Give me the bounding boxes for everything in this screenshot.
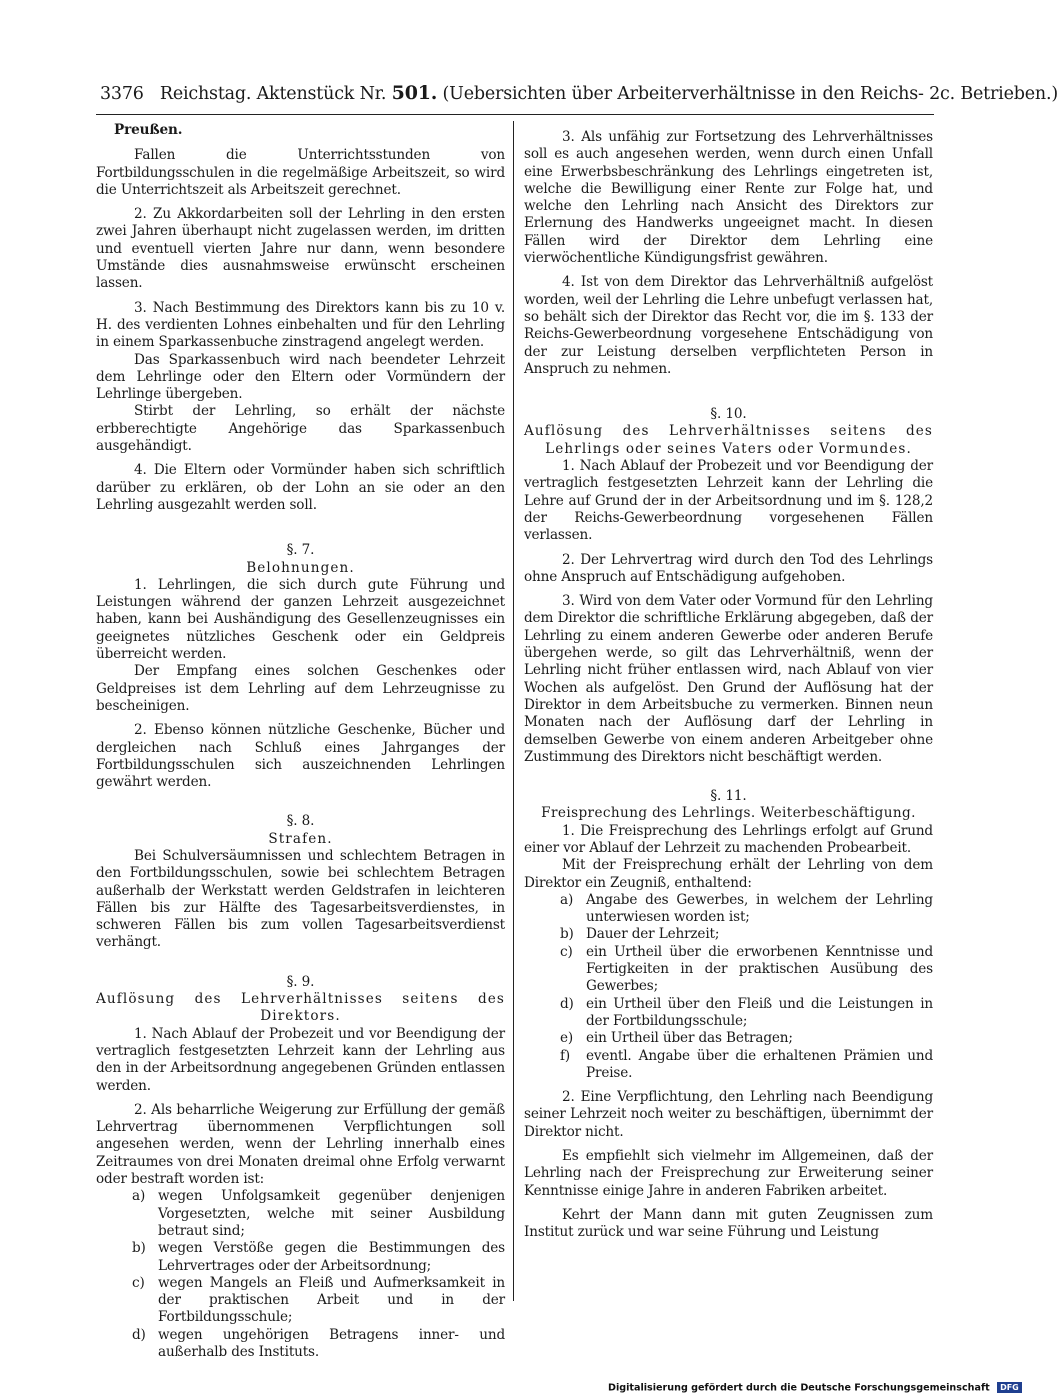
list-item <box>524 892 933 927</box>
left-column <box>96 122 505 1361</box>
paragraph: 4. Die Eltern oder Vormünder haben sich schriftlich darüber zu erklären, ob der Lohn an sie oder an den Lehrling ausgezahlt werden soll. <box>96 462 505 513</box>
paragraph: 2. Der Lehrvertrag wird durch den Tod des Lehrlings ohne Anspruch auf Entschädigung aufgehoben. <box>524 551 933 585</box>
list-item <box>524 926 933 943</box>
paragraph: Das Sparkassenbuch wird nach beendeter Lehrzeit dem Lehrlinge oder den Eltern oder Vormündern der Lehrlinge übergeben. <box>96 351 505 403</box>
item-list <box>96 1188 505 1361</box>
header-title-prefix: Reichstag. Aktenstück Nr. <box>159 84 387 104</box>
paragraph: 2. Als beharrliche Weigerung zur Erfüllung der gemäß Lehrvertrag übernommenen Verpflichtungen soll angesehen werden, wenn der Lehrling innerhalb eines Zeitraumes von drei Monaten dreimal ohne Erfolg verwarnt oder bestraft worden ist: <box>96 1101 505 1188</box>
list-item-text: ein Urtheil über den Fleiß und die Leistungen in der Fortbildungsschule; <box>586 995 933 1029</box>
list-marker: c) <box>132 1274 145 1291</box>
section-heading: Strafen. <box>268 830 333 847</box>
paragraph: Fallen die Unterrichtsstunden von Fortbildungsschulen in die regelmäßige Arbeitszeit, so wird die Unterrichtszeit als Arbeitszeit gerechnet. <box>96 147 505 198</box>
paragraph: Bei Schulversäumnissen und schlechtem Betragen in den Fortbildungsschulen, sowie bei schlechtem Betragen außerhalb der Werkstatt werden Geldstrafen in leichteren Fällen bis zur Hälfte des Tagesarbeitsverdienstes, in schweren Fällen bis zum vollen Tagesarbeitsverdienst verhängt. <box>96 847 505 951</box>
list-item-text: ein Urtheil über das Betragen; <box>586 1030 793 1047</box>
list-item <box>524 1048 933 1083</box>
list-marker: c) <box>560 943 573 960</box>
section-heading: Auflösung des Lehrverhältnisses seitens des Lehrlings oder seines Vaters oder Vormundes. <box>524 423 933 457</box>
list-marker: f) <box>560 1047 571 1064</box>
paragraph: Mit der Freisprechung erhält der Lehrling von dem Direktor ein Zeugniß, enthaltend: <box>524 857 933 891</box>
digitization-footer <box>608 1382 1019 1394</box>
paragraph: 2. Ebenso können nützliche Geschenke, Bücher und dergleichen nach Schluß eines Jahrganges der Fortbildungsschulen sich auszeichnenden Lehrlingen gewährt werden. <box>96 722 505 791</box>
paragraph: 3. Nach Bestimmung des Direktors kann bis zu 10 v. H. des verdienten Lohnes einbehalten und für den Lehrling in einem Sparkassenbuche zinstragend angelegt werden. <box>96 299 505 351</box>
list-item-text: wegen Verstöße gegen die Bestimmungen des Lehrvertrages oder der Arbeitsordnung; <box>158 1240 505 1274</box>
list-item-text: ein Urtheil über die erworbenen Kenntnisse und Fertigkeiten in der praktischen Ausübung des Gewerbes; <box>586 943 933 995</box>
footer-credit: Digitalisierung gefördert durch die Deutsche Forschungsgemeinschaft <box>608 1382 990 1394</box>
section-number: §. 9. <box>286 973 315 990</box>
list-item-text: Dauer der Lehrzeit; <box>586 926 720 943</box>
section-heading: Auflösung des Lehrverhältnisses seitens des Direktors. <box>96 991 505 1025</box>
paragraph: Stirbt der Lehrling, so erhält der nächste erbberechtigte Angehörige das Sparkassenbuch ausgehändigt. <box>96 403 505 455</box>
list-item-text: wegen Mangels an Fleiß und Aufmerksamkeit in der praktischen Arbeit und in der Fortbildungsschule; <box>158 1274 505 1326</box>
list-item <box>96 1275 505 1327</box>
section-number: §. 11. <box>710 788 747 805</box>
state-heading: Preußen. <box>114 122 183 138</box>
paragraph: 3. Wird von dem Vater oder Vormund für den Lehrling dem Direktor die schriftliche Erklärung abgegeben, daß der Lehrling zu einem anderen Gewerbe oder anderen Berufe übergehen werde, so gilt das Lehrverhältniß, wenn der Lehrling nicht früher entlassen wird, nach Ablauf von vier Wochen als aufgelöst. Den Grund der Auflösung hat der Direktor in dem Arbeitsbuche zu vermerken. Binnen neun Monaten nach der Auflösung darf der Lehrling in demselben Gewerbe von einem anderen Arbeitgeber ohne Zustimmung des Direktors nicht beschäftigt werden. <box>524 593 933 765</box>
paragraph: Der Empfang eines solchen Geschenkes oder Geldpreises ist dem Lehrling auf dem Lehrzeugnisse zu bescheinigen. <box>96 663 505 714</box>
list-item-text: wegen Unfolgsamkeit gegenüber denjenigen Vorgesetzten, welche mit seiner Ausbildung betraut sind; <box>158 1188 505 1239</box>
page-header <box>100 82 1058 105</box>
list-marker: a) <box>560 891 574 908</box>
paragraph: 1. Die Freisprechung des Lehrlings erfolgt auf Grund einer vor Ablauf der Lehrzeit zu machenden Probearbeit. <box>524 822 933 856</box>
section-heading: Belohnungen. <box>246 559 355 576</box>
list-item-text: wegen ungehörigen Betragens inner- und außerhalb des Instituts. <box>158 1326 505 1360</box>
paragraph: 2. Zu Akkordarbeiten soll der Lehrling in den ersten zwei Jahren überhaupt nicht zugelassen werden, im dritten und eventuell vierten Jahre nur dann, wenn besondere Umstände dies ausnahmsweise erwünscht erscheinen lassen. <box>96 206 505 292</box>
list-item <box>96 1327 505 1362</box>
list-item-text: Angabe des Gewerbes, in welchem der Lehrling unterwiesen worden ist; <box>586 891 933 926</box>
list-item <box>524 996 933 1031</box>
list-marker: a) <box>132 1188 146 1205</box>
paragraph: 1. Nach Ablauf der Probezeit und vor Beendigung der vertraglich festgesetzten Lehrzeit kann der Lehrling die Lehre auf Grund der in der Arbeitsordnung und im §. 128,2 der Reichs-Gewerbeordnung vorgesehenen Fällen verlassen. <box>524 458 933 544</box>
header-title-suffix: (Uebersichten über Arbeiterverhältnisse in den Reichs- 2c. Betrieben.) <box>442 84 1058 104</box>
item-list <box>524 892 933 1082</box>
list-item <box>96 1188 505 1240</box>
list-marker: b) <box>560 926 574 943</box>
list-item-text: eventl. Angabe über die erhaltenen Prämien und Preise. <box>586 1047 933 1081</box>
list-marker: e) <box>560 1030 574 1047</box>
list-item <box>96 1240 505 1275</box>
header-rule <box>96 114 934 115</box>
list-marker: d) <box>560 995 574 1012</box>
paragraph: 1. Lehrlingen, die sich durch gute Führung und Leistungen während der ganzen Lehrzeit ausgezeichnet haben, kann bei Aushändigung des Gesellenzeugnisses ein geeignetes nützliches Geschenk oder ein Geldpreis überreicht werden. <box>96 576 505 663</box>
list-item <box>524 1030 933 1047</box>
right-column <box>524 122 933 1242</box>
paragraph: 1. Nach Ablauf der Probezeit und vor Beendigung der vertraglich festgesetzten Lehrzeit kann der Lehrling aus den in der Arbeitsordnung angegebenen Gründen entlassen werden. <box>96 1025 505 1094</box>
section-number: §. 7. <box>286 542 315 559</box>
dfg-logo: DFG <box>997 1382 1022 1393</box>
paragraph: Kehrt der Mann dann mit guten Zeugnissen zum Institut zurück und war seine Führung und Leistung <box>524 1206 933 1241</box>
section-heading: Freisprechung des Lehrlings. Weiterbeschäftigung. <box>541 805 916 822</box>
paragraph: 3. Als unfähig zur Fortsetzung des Lehrverhältnisses soll es auch angesehen werden, wenn durch einen Unfall eine Erwerbsbeschränkung des Lehrlings eingetreten ist, welche die Bewilligung einer Rente zur Folge hat, und welche den Lehrling nach Ansicht des Direktors zur Erlernung des Handwerks ungeeignet macht. In diesen Fällen wird der Direktor dem Lehrling eine vierwöchentliche Kündigungsfrist gewähren. <box>524 129 933 267</box>
document-number: 501. <box>391 82 438 104</box>
column-divider <box>513 121 514 1301</box>
section-number: §. 8. <box>286 813 315 830</box>
paragraph: Es empfiehlt sich vielmehr im Allgemeinen, daß der Lehrling nach der Freisprechung zur Erweiterung seiner Kenntnisse einige Jahre in anderen Fabriken arbeitet. <box>524 1148 933 1199</box>
page-number: 3376 <box>100 84 144 104</box>
list-marker: b) <box>132 1240 146 1257</box>
paragraph: 2. Eine Verpflichtung, den Lehrling nach Beendigung seiner Lehrzeit noch weiter zu beschäftigen, übernimmt der Direktor nicht. <box>524 1089 933 1140</box>
section-number: §. 10. <box>710 406 747 423</box>
paragraph: 4. Ist von dem Direktor das Lehrverhältniß aufgelöst worden, weil der Lehrling die Lehre unbefugt verlassen hat, so behält sich der Direktor das Recht vor, die im §. 133 der Reichs-Gewerbeordnung vorgesehene Entschädigung von der zur Leistung derselben verpflichteten Person in Anspruch zu nehmen. <box>524 274 933 377</box>
list-item <box>524 944 933 996</box>
list-marker: d) <box>132 1326 146 1343</box>
